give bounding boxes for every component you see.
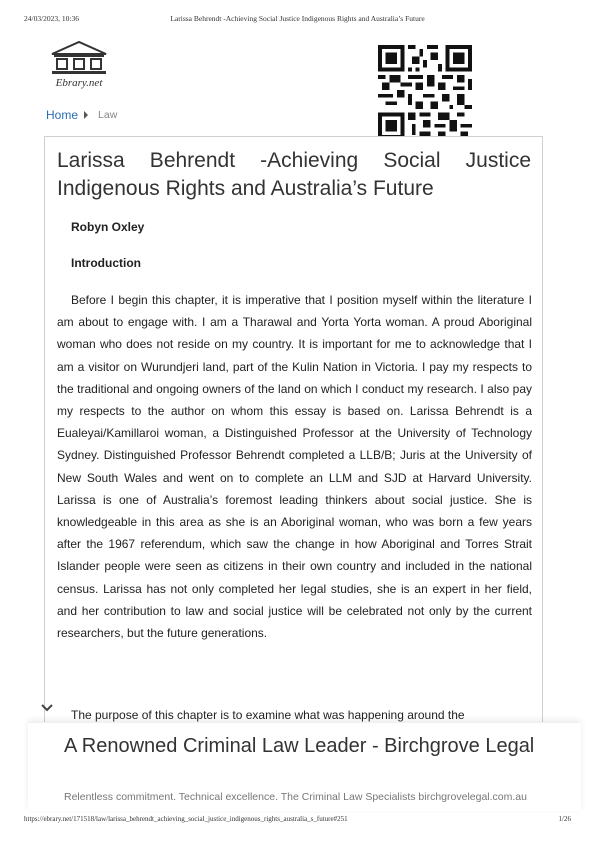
article-author: Robyn Oxley	[71, 220, 145, 234]
logo-text: Ebrary.net	[55, 77, 103, 89]
ad-banner[interactable]	[28, 722, 581, 811]
article-card	[44, 136, 543, 737]
breadcrumb-law-link[interactable]: Law	[98, 109, 118, 121]
section-heading: Introduction	[71, 256, 141, 270]
print-title: Larissa Behrendt -Achieving Social Justice Indigenous Rights and Australia’s Future	[170, 14, 425, 23]
print-date: 24/03/2023, 10:36	[24, 14, 80, 23]
page-number: 1/26	[558, 815, 571, 823]
ad-title[interactable]: A Renowned Criminal Law Leader - Birchgrove Legal	[64, 735, 535, 757]
ad-description: Relentless commitment. Technical excellence. The Criminal Law Specialists birchgrovelegal.com.au	[64, 791, 527, 803]
print-footer	[24, 815, 571, 827]
article-paragraph-continued: The purpose of this chapter is to examine what was happening around the	[71, 708, 465, 722]
breadcrumb	[46, 108, 117, 122]
breadcrumb-home-link[interactable]: Home	[46, 108, 79, 122]
print-header	[24, 14, 571, 26]
site-logo[interactable]	[48, 40, 110, 92]
chevron-right-icon	[84, 111, 88, 119]
article-title: Larissa Behrendt -Achieving Social Justice Indigenous Rights and Australia’s Future	[57, 149, 531, 200]
qr-code-icon	[378, 45, 472, 139]
print-url: https://ebrary.net/171518/law/larissa_behrendt_achieving_social_justice_indigenous_rights_australia_s_future#251	[24, 815, 348, 823]
logo-building-icon	[48, 40, 110, 76]
chevron-down-icon[interactable]	[40, 702, 54, 714]
article-paragraph: Before I begin this chapter, it is imperative that I position myself within the literature I am about to engage with. I am a Tharawal and Yorta Yorta woman. A proud Aboriginal woman who does not reside on my country. It is important for me to acknowledge that I am a visitor on Wurundjeri land, part of the Kulin Nation in Victoria. I pay my respects to the traditional and ongoing owners of the land on which I conduct my research. I also pay my respects to the author on whom this essay is based on. Larissa Behrendt is a Eualeyai/Kamillaroi woman, a Distinguished Professor at the University of Technology Sydney. Distinguished Professor Behrendt completed a LLB/B; Juris at the University of New South Wales and went on to complete an LLM and SJD at Harvard University. Larissa is one of Australia’s foremost leading thinkers about social justice. She is knowledgeable in this area as she is an Aboriginal woman, who was born a few years after the 1967 referendum, which saw the change in how Aboriginal and Torres Strait Islander people were seen as citizens in their own country and included in the national census. Larissa has not only completed her legal studies, she is an expert in her field, and her contribution to law and social justice will be celebrated not only by the current researchers, but the future generations.	[57, 293, 532, 641]
